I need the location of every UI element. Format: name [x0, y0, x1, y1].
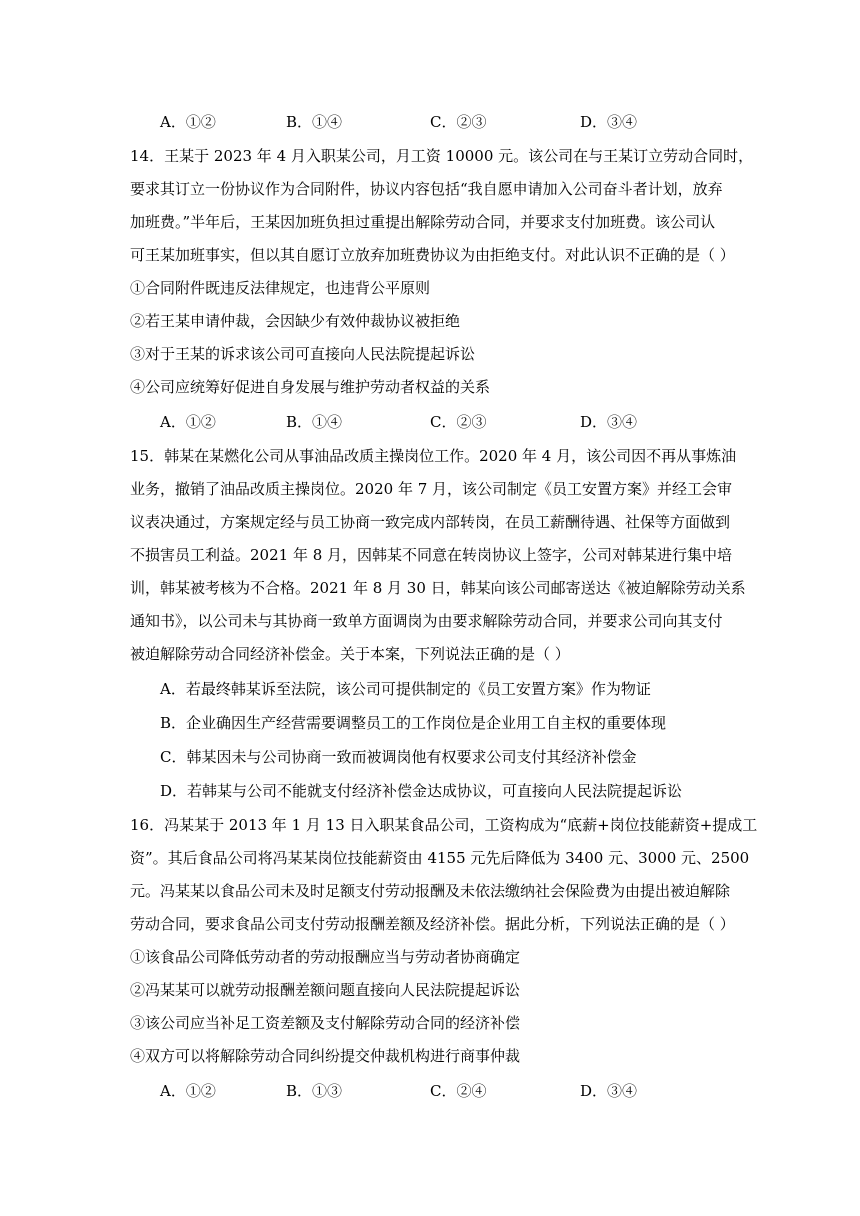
q15-stem-line: 被迫解除劳动合同经济补偿金。关于本案，下列说法正确的是（ ） — [130, 645, 570, 663]
q14-options — [160, 411, 720, 433]
q14-stem-line: 可王某加班事实，但以其自愿订立放弃加班费协议为由拒绝支付。对此认识不正确的是（ ） — [130, 246, 735, 264]
q15-stem-line: 议表决通过，方案规定经与员工协商一致完成内部转岗，在员工薪酬待遇、社保等方面做到 — [130, 513, 731, 531]
q14-option-b[interactable]: B．①④ — [286, 413, 343, 431]
q16-option-a[interactable]: A．①② — [160, 1082, 216, 1100]
q14-statement-1: ①合同附件既违反法律规定，也违背公平原则 — [130, 279, 431, 297]
q14-option-c[interactable]: C．②③ — [430, 413, 487, 431]
q13-option-d[interactable]: D．③④ — [580, 113, 638, 131]
q14-stem-line: 14．王某于 2023 年 4 月入职某公司，月工资 10000 元。该公司在与王某订立劳动合同时， — [130, 147, 754, 165]
q15-stem-line: 通知书》，以公司未与其协商一致单方面调岗为由要求解除劳动合同，并要求公司向其支付 — [130, 612, 723, 630]
q14-stem-line: 要求其订立一份协议作为合同附件，协议内容包括“我自愿申请加入公司奋斗者计划，放弃 — [130, 180, 723, 198]
q13-options — [160, 111, 720, 133]
q14-statement-3: ③对于王某的诉求该公司可直接向人民法院提起诉讼 — [130, 345, 476, 363]
q14-statement-2: ②若王某申请仲裁，会因缺少有效仲裁协议被拒绝 — [130, 312, 461, 330]
q15-option-d[interactable]: D．若韩某与公司不能就支付经济补偿金达成协议，可直接向人民法院提起诉讼 — [160, 782, 683, 800]
q13-option-c[interactable]: C．②③ — [430, 113, 487, 131]
q15-stem-line: 训，韩某被考核为不合格。2021 年 8 月 30 日，韩某向该公司邮寄送达《被迫解除劳动关系 — [130, 579, 746, 597]
q16-option-c[interactable]: C．②④ — [430, 1082, 487, 1100]
q16-statement-1: ①该食品公司降低劳动者的劳动报酬应当与劳动者协商确定 — [130, 948, 521, 966]
q14-option-a[interactable]: A．①② — [160, 413, 216, 431]
q15-stem-line: 业务，撤销了油品改质主操岗位。2020 年 7 月，该公司制定《员工安置方案》并经工会审 — [130, 480, 733, 498]
q16-stem-line: 元。冯某某以食品公司未及时足额支付劳动报酬及未依法缴纳社会保险费为由提出被迫解除 — [130, 882, 731, 900]
q15-option-a[interactable]: A．若最终韩某诉至法院，该公司可提供制定的《员工安置方案》作为物证 — [160, 680, 651, 698]
q16-statement-4: ④双方可以将解除劳动合同纠纷提交仲裁机构进行商事仲裁 — [130, 1047, 521, 1065]
q16-statement-2: ②冯某某可以就劳动报酬差额问题直接向人民法院提起诉讼 — [130, 981, 521, 999]
q15-option-b[interactable]: B．企业确因生产经营需要调整员工的工作岗位是企业用工自主权的重要体现 — [160, 714, 667, 732]
q13-option-a[interactable]: A．①② — [160, 113, 216, 131]
q16-stem-line: 资”。其后食品公司将冯某某岗位技能薪资由 4155 元先后降低为 3400 元、3000 元、2500 — [130, 849, 750, 867]
q16-stem-line: 16．冯某某于 2013 年 1 月 13 日入职某食品公司，工资构成为“底薪+岗位技能薪资+提成工 — [130, 816, 758, 834]
q16-statement-3: ③该公司应当补足工资差额及支付解除劳动合同的经济补偿 — [130, 1014, 521, 1032]
q15-stem-line: 15．韩某在某燃化公司从事油品改质主操岗位工作。2020 年 4 月，该公司因不再从事炼油 — [130, 447, 737, 465]
q13-option-b[interactable]: B．①④ — [286, 113, 343, 131]
q16-option-b[interactable]: B．①③ — [286, 1082, 343, 1100]
q15-stem-line: 不损害员工利益。2021 年 8 月，因韩某不同意在转岗协议上签字，公司对韩某进行集中培 — [130, 546, 733, 564]
q16-option-d[interactable]: D．③④ — [580, 1082, 638, 1100]
q14-option-d[interactable]: D．③④ — [580, 413, 638, 431]
q16-stem-line: 劳动合同，要求食品公司支付劳动报酬差额及经济补偿。据此分析，下列说法正确的是（ ） — [130, 915, 735, 933]
q14-statement-4: ④公司应统筹好促进自身发展与维护劳动者权益的关系 — [130, 378, 491, 396]
q15-option-c[interactable]: C．韩某因未与公司协商一致而被调岗他有权要求公司支付其经济补偿金 — [160, 748, 637, 766]
q14-stem-line: 加班费。”半年后，王某因加班负担过重提出解除劳动合同，并要求支付加班费。该公司认 — [130, 213, 716, 231]
q16-options — [160, 1080, 720, 1102]
